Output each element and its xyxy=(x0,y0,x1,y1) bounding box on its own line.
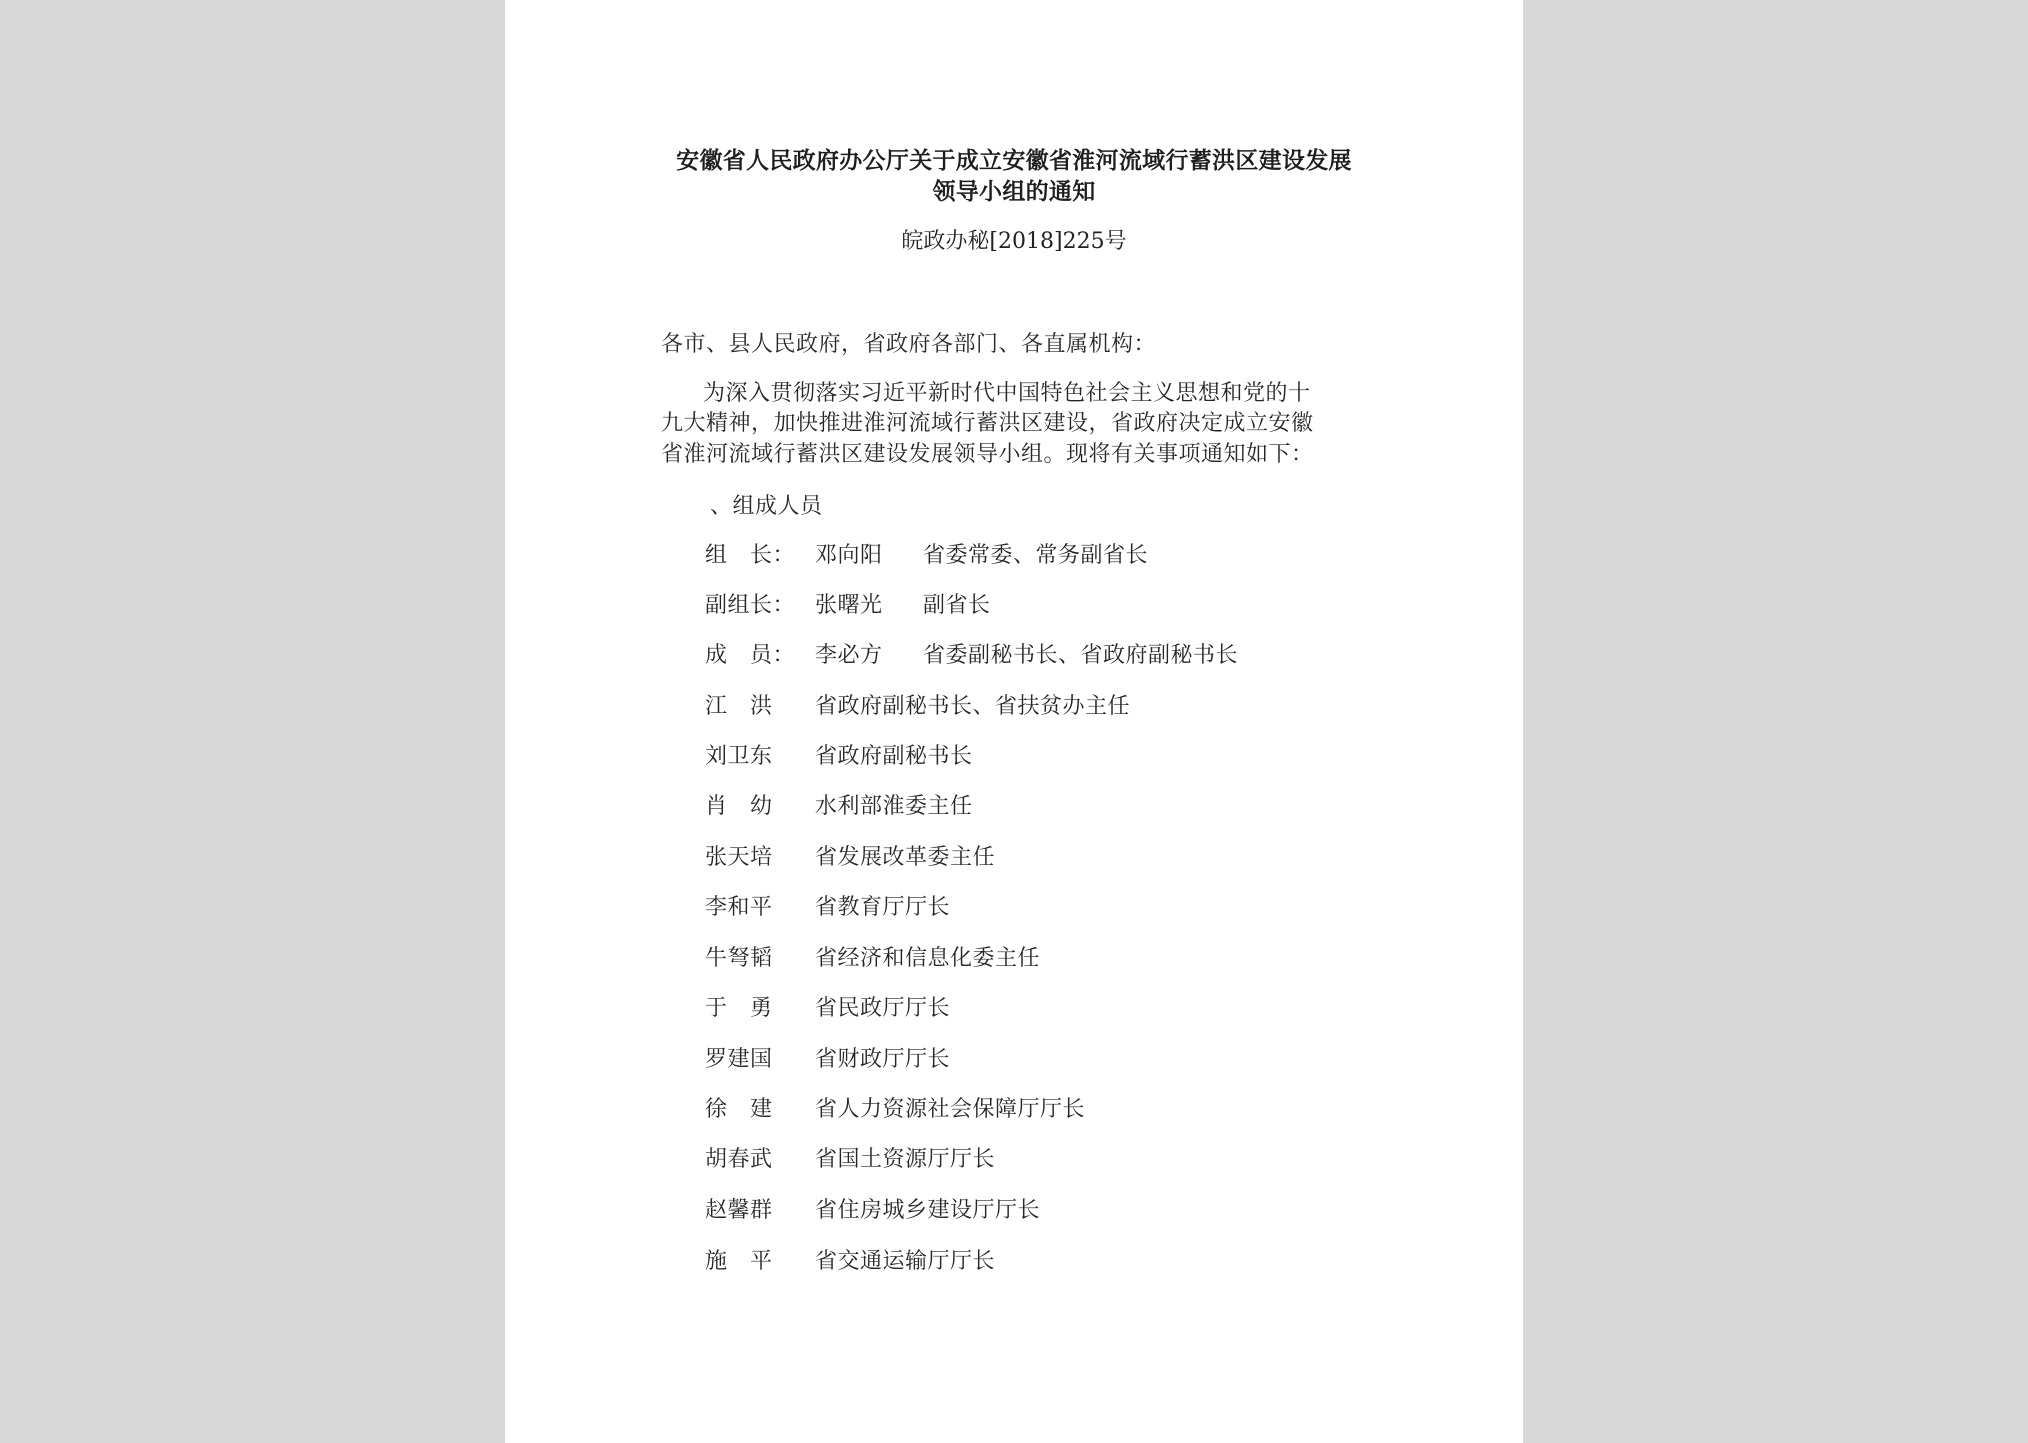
member-name: 罗建国 xyxy=(705,1047,773,1072)
member-name: 赵馨群 xyxy=(705,1198,773,1223)
member-position: 省经济和信息化委主任 xyxy=(815,946,1041,971)
document-number: 皖政办秘[2018]225号 xyxy=(901,229,1127,254)
member-row xyxy=(505,991,1523,1023)
document-title-line-1: 安徽省人民政府办公厅关于成立安徽省淮河流域行蓄洪区建设发展 xyxy=(676,147,1352,174)
member-position: 省发展改革委主任 xyxy=(815,845,996,870)
member-position: 省人力资源社会保障厅厅长 xyxy=(815,1097,1086,1122)
member-name: 肖 幼 xyxy=(705,794,773,819)
leader-row xyxy=(505,538,1523,570)
member-name: 刘卫东 xyxy=(705,744,773,769)
member-row xyxy=(505,1244,1523,1276)
member-position: 省交通运输厅厅长 xyxy=(815,1249,996,1274)
leader-position: 副省长 xyxy=(923,593,991,618)
member-name: 牛弩韬 xyxy=(705,946,773,971)
member-row xyxy=(505,1092,1523,1124)
leader-row xyxy=(505,588,1523,620)
leader-role: 成 员： xyxy=(705,643,796,668)
paragraph-line-2: 九大精神，加快推进淮河流域行蓄洪区建设，省政府决定成立安徽 xyxy=(661,411,1314,436)
section-heading: 、组成人员 xyxy=(710,494,823,519)
document-title-line-2: 领导小组的通知 xyxy=(932,178,1096,205)
leader-name: 邓向阳 xyxy=(815,543,883,568)
member-name: 张天培 xyxy=(705,845,773,870)
paragraph-line-3: 省淮河流域行蓄洪区建设发展领导小组。现将有关事项通知如下： xyxy=(661,442,1314,467)
member-position: 省住房城乡建设厅厅长 xyxy=(815,1198,1041,1223)
member-name: 于 勇 xyxy=(705,996,773,1021)
member-position: 省教育厅厅长 xyxy=(815,895,951,920)
document-page xyxy=(505,0,1523,1443)
member-name: 李和平 xyxy=(705,895,773,920)
member-row xyxy=(505,941,1523,973)
member-position: 省财政厅厅长 xyxy=(815,1047,951,1072)
member-position: 省政府副秘书长 xyxy=(815,744,973,769)
leader-position: 省委副秘书长、省政府副秘书长 xyxy=(923,643,1239,668)
leader-name: 李必方 xyxy=(815,643,883,668)
member-position: 省国土资源厅厅长 xyxy=(815,1147,996,1172)
leader-name: 张曙光 xyxy=(815,593,883,618)
member-row xyxy=(505,789,1523,821)
member-row xyxy=(505,739,1523,771)
member-row xyxy=(505,1142,1523,1174)
member-name: 胡春武 xyxy=(705,1147,773,1172)
member-row xyxy=(505,1193,1523,1225)
leader-position: 省委常委、常务副省长 xyxy=(923,543,1149,568)
member-row xyxy=(505,840,1523,872)
leader-role: 组 长： xyxy=(705,543,796,568)
member-row xyxy=(505,689,1523,721)
member-position: 省政府副秘书长、省扶贫办主任 xyxy=(815,694,1131,719)
member-name: 徐 建 xyxy=(705,1097,773,1122)
member-name: 江 洪 xyxy=(705,694,773,719)
member-position: 省民政厅厅长 xyxy=(815,996,951,1021)
member-position: 水利部淮委主任 xyxy=(815,794,973,819)
member-row xyxy=(505,890,1523,922)
leader-role: 副组长： xyxy=(705,593,796,618)
leader-row xyxy=(505,638,1523,670)
member-row xyxy=(505,1042,1523,1074)
paragraph-line-1: 为深入贯彻落实习近平新时代中国特色社会主义思想和党的十 xyxy=(703,381,1311,406)
salutation: 各市、县人民政府，省政府各部门、各直属机构： xyxy=(661,332,1157,357)
member-name: 施 平 xyxy=(705,1249,773,1274)
